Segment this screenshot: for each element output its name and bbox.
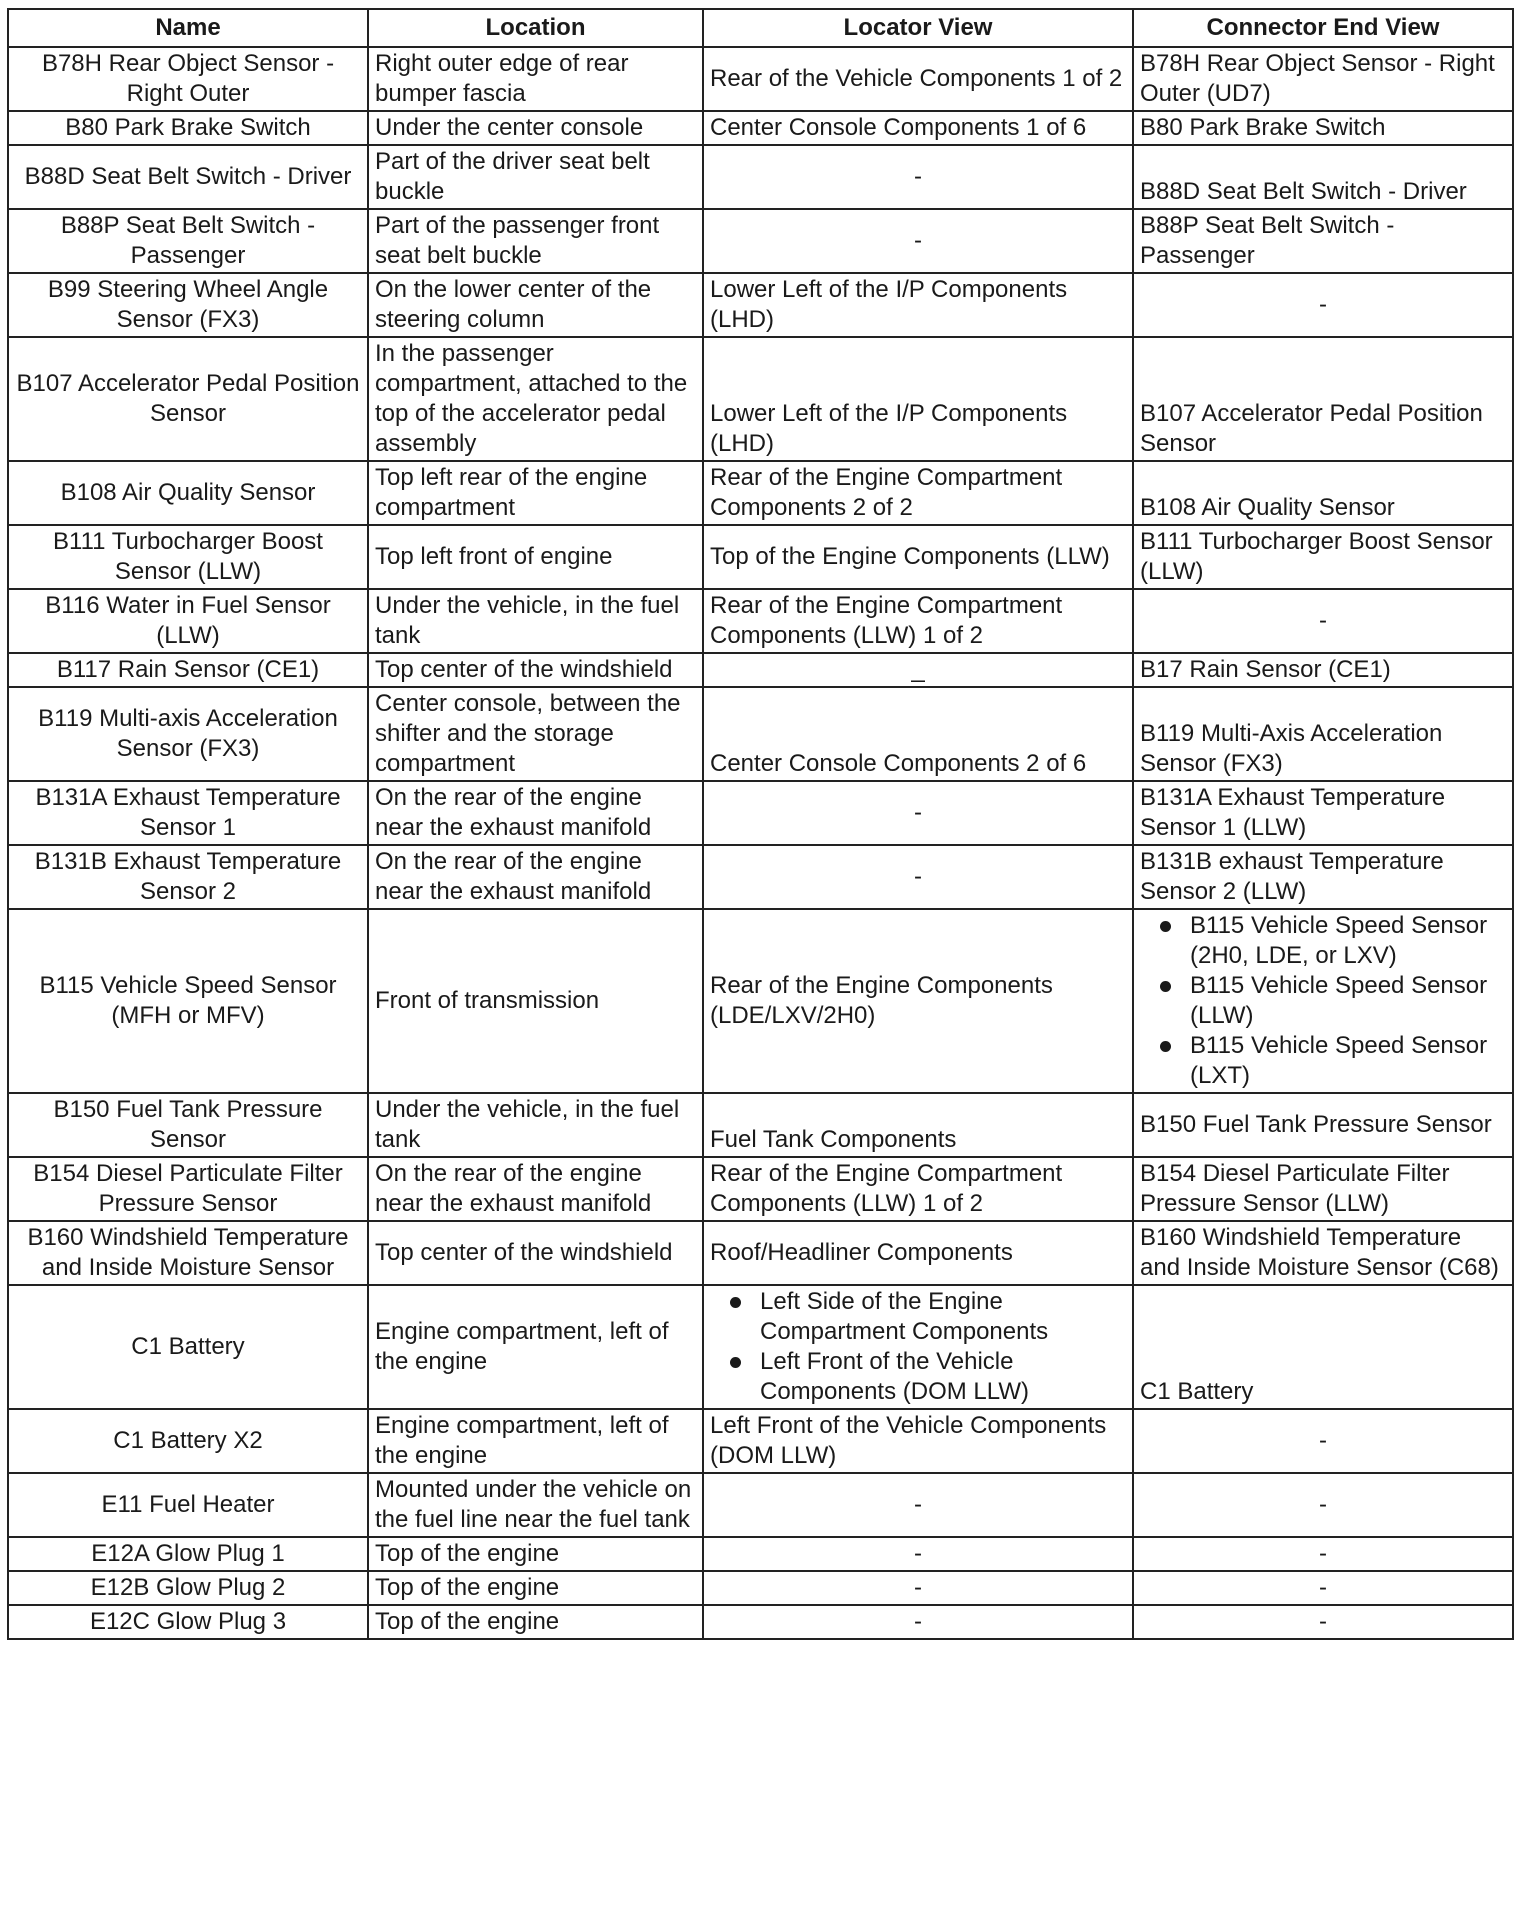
cell-location: Top of the engine <box>368 1605 703 1639</box>
cell-connector-end-view: B17 Rain Sensor (CE1) <box>1133 653 1513 687</box>
cell-name: B107 Accelerator Pedal Position Sensor <box>8 337 368 461</box>
cell-locator-view: Rear of the Vehicle Components 1 of 2 <box>703 47 1133 111</box>
cell-name: B117 Rain Sensor (CE1) <box>8 653 368 687</box>
cell-connector-end-view: B88P Seat Belt Switch - Passenger <box>1133 209 1513 273</box>
cell-locator-view: - <box>703 1537 1133 1571</box>
table-row <box>8 687 1513 781</box>
cell-connector-end-view: - <box>1133 1409 1513 1473</box>
cell-location: Part of the driver seat belt buckle <box>368 145 703 209</box>
cell-location: Top center of the windshield <box>368 1221 703 1285</box>
cell-name: E12A Glow Plug 1 <box>8 1537 368 1571</box>
table-row <box>8 1571 1513 1605</box>
cell-name: C1 Battery <box>8 1285 368 1409</box>
cell-name: B160 Windshield Temperature and Inside Moisture Sensor <box>8 1221 368 1285</box>
table-row <box>8 209 1513 273</box>
component-locator-table <box>7 8 1514 1640</box>
cell-name: B111 Turbocharger Boost Sensor (LLW) <box>8 525 368 589</box>
cell-connector-end-view: - <box>1133 1605 1513 1639</box>
table-row <box>8 461 1513 525</box>
cell-connector-end-view: - <box>1133 1473 1513 1537</box>
cell-locator-view: Roof/Headliner Components <box>703 1221 1133 1285</box>
cell-locator-view: _ <box>703 653 1133 687</box>
bullet-item: B115 Vehicle Speed Sensor (2H0, LDE, or LXV) <box>1140 911 1506 971</box>
cell-locator-view: - <box>703 1605 1133 1639</box>
table-row <box>8 1605 1513 1639</box>
table-header <box>8 9 1513 47</box>
cell-locator-view: - <box>703 781 1133 845</box>
cell-name: C1 Battery X2 <box>8 1409 368 1473</box>
cell-name: E12B Glow Plug 2 <box>8 1571 368 1605</box>
cell-connector-end-view: B154 Diesel Particulate Filter Pressure Sensor (LLW) <box>1133 1157 1513 1221</box>
locator-bullet-list <box>710 1287 1126 1407</box>
cell-locator-view: - <box>703 845 1133 909</box>
cell-location: Center console, between the shifter and the storage compartment <box>368 687 703 781</box>
table-row <box>8 1409 1513 1473</box>
cell-locator-view: Top of the Engine Components (LLW) <box>703 525 1133 589</box>
cell-location: Top of the engine <box>368 1537 703 1571</box>
cell-name: B88P Seat Belt Switch - Passenger <box>8 209 368 273</box>
cell-locator-view: - <box>703 1473 1133 1537</box>
cell-connector-end-view: - <box>1133 589 1513 653</box>
table-row <box>8 781 1513 845</box>
cell-connector-end-view: B131B exhaust Temperature Sensor 2 (LLW) <box>1133 845 1513 909</box>
cell-locator-view: Fuel Tank Components <box>703 1093 1133 1157</box>
table-row <box>8 653 1513 687</box>
cell-name: B150 Fuel Tank Pressure Sensor <box>8 1093 368 1157</box>
bullet-item: Left Side of the Engine Compartment Components <box>710 1287 1126 1347</box>
cell-location: In the passenger compartment, attached to the top of the accelerator pedal assembly <box>368 337 703 461</box>
table-row <box>8 1537 1513 1571</box>
bullet-item: B115 Vehicle Speed Sensor (LXT) <box>1140 1031 1506 1091</box>
connector-bullet-list <box>1140 911 1506 1091</box>
cell-name: B119 Multi-axis Acceleration Sensor (FX3) <box>8 687 368 781</box>
cell-name: B99 Steering Wheel Angle Sensor (FX3) <box>8 273 368 337</box>
cell-name: B154 Diesel Particulate Filter Pressure Sensor <box>8 1157 368 1221</box>
cell-connector-end-view: - <box>1133 273 1513 337</box>
cell-locator-view: - <box>703 1571 1133 1605</box>
cell-location: Top left rear of the engine compartment <box>368 461 703 525</box>
cell-connector-end-view: B107 Accelerator Pedal Position Sensor <box>1133 337 1513 461</box>
table-row <box>8 1285 1513 1409</box>
cell-locator-view: - <box>703 209 1133 273</box>
cell-name: E12C Glow Plug 3 <box>8 1605 368 1639</box>
cell-connector-end-view: B88D Seat Belt Switch - Driver <box>1133 145 1513 209</box>
bullet-item: B115 Vehicle Speed Sensor (LLW) <box>1140 971 1506 1031</box>
cell-location: On the rear of the engine near the exhaust manifold <box>368 845 703 909</box>
cell-location: Top of the engine <box>368 1571 703 1605</box>
table-body <box>8 47 1513 1639</box>
cell-name: B116 Water in Fuel Sensor (LLW) <box>8 589 368 653</box>
cell-location: Front of transmission <box>368 909 703 1093</box>
cell-locator-view: Center Console Components 2 of 6 <box>703 687 1133 781</box>
cell-connector-end-view: B108 Air Quality Sensor <box>1133 461 1513 525</box>
cell-connector-end-view: B131A Exhaust Temperature Sensor 1 (LLW) <box>1133 781 1513 845</box>
cell-connector-end-view: C1 Battery <box>1133 1285 1513 1409</box>
cell-locator-view: Lower Left of the I/P Components (LHD) <box>703 273 1133 337</box>
cell-name: B131B Exhaust Temperature Sensor 2 <box>8 845 368 909</box>
cell-location: On the rear of the engine near the exhaust manifold <box>368 781 703 845</box>
table-row <box>8 111 1513 145</box>
cell-connector-end-view: B80 Park Brake Switch <box>1133 111 1513 145</box>
col-header-locator-view: Locator View <box>703 9 1133 47</box>
cell-name: B80 Park Brake Switch <box>8 111 368 145</box>
table-row <box>8 1473 1513 1537</box>
cell-name: B108 Air Quality Sensor <box>8 461 368 525</box>
cell-name: B88D Seat Belt Switch - Driver <box>8 145 368 209</box>
col-header-connector-end-view: Connector End View <box>1133 9 1513 47</box>
table-row <box>8 845 1513 909</box>
table-row <box>8 1093 1513 1157</box>
cell-locator-view <box>703 1285 1133 1409</box>
cell-location: Part of the passenger front seat belt buckle <box>368 209 703 273</box>
cell-location: On the lower center of the steering column <box>368 273 703 337</box>
cell-connector-end-view: - <box>1133 1571 1513 1605</box>
cell-location: Mounted under the vehicle on the fuel line near the fuel tank <box>368 1473 703 1537</box>
col-header-name: Name <box>8 9 368 47</box>
cell-location: Under the vehicle, in the fuel tank <box>368 589 703 653</box>
cell-location: Engine compartment, left of the engine <box>368 1285 703 1409</box>
cell-connector-end-view: B111 Turbocharger Boost Sensor (LLW) <box>1133 525 1513 589</box>
cell-name: B115 Vehicle Speed Sensor (MFH or MFV) <box>8 909 368 1093</box>
cell-locator-view: Rear of the Engine Compartment Components 2 of 2 <box>703 461 1133 525</box>
cell-name: B131A Exhaust Temperature Sensor 1 <box>8 781 368 845</box>
bullet-item: Left Front of the Vehicle Components (DOM LLW) <box>710 1347 1126 1407</box>
cell-locator-view: Left Front of the Vehicle Components (DOM LLW) <box>703 1409 1133 1473</box>
cell-location: Under the vehicle, in the fuel tank <box>368 1093 703 1157</box>
cell-location: Top left front of engine <box>368 525 703 589</box>
cell-locator-view: Rear of the Engine Compartment Components (LLW) 1 of 2 <box>703 1157 1133 1221</box>
cell-connector-end-view: B150 Fuel Tank Pressure Sensor <box>1133 1093 1513 1157</box>
cell-locator-view: - <box>703 145 1133 209</box>
col-header-location: Location <box>368 9 703 47</box>
cell-location: Top center of the windshield <box>368 653 703 687</box>
cell-location: Under the center console <box>368 111 703 145</box>
table-row <box>8 589 1513 653</box>
cell-connector-end-view <box>1133 909 1513 1093</box>
cell-name: E11 Fuel Heater <box>8 1473 368 1537</box>
cell-location: Right outer edge of rear bumper fascia <box>368 47 703 111</box>
table-row <box>8 1157 1513 1221</box>
cell-connector-end-view: - <box>1133 1537 1513 1571</box>
cell-location: On the rear of the engine near the exhaust manifold <box>368 1157 703 1221</box>
table-row <box>8 525 1513 589</box>
cell-locator-view: Rear of the Engine Compartment Components (LLW) 1 of 2 <box>703 589 1133 653</box>
cell-location: Engine compartment, left of the engine <box>368 1409 703 1473</box>
cell-locator-view: Center Console Components 1 of 6 <box>703 111 1133 145</box>
table-row <box>8 1221 1513 1285</box>
table-row <box>8 909 1513 1093</box>
table-row <box>8 337 1513 461</box>
cell-connector-end-view: B78H Rear Object Sensor - Right Outer (UD7) <box>1133 47 1513 111</box>
cell-locator-view: Rear of the Engine Components (LDE/LXV/2H0) <box>703 909 1133 1093</box>
table-row <box>8 47 1513 111</box>
cell-locator-view: Lower Left of the I/P Components (LHD) <box>703 337 1133 461</box>
table-row <box>8 273 1513 337</box>
table-row <box>8 145 1513 209</box>
header-row <box>8 9 1513 47</box>
cell-connector-end-view: B160 Windshield Temperature and Inside Moisture Sensor (C68) <box>1133 1221 1513 1285</box>
cell-name: B78H Rear Object Sensor - Right Outer <box>8 47 368 111</box>
cell-connector-end-view: B119 Multi-Axis Acceleration Sensor (FX3) <box>1133 687 1513 781</box>
